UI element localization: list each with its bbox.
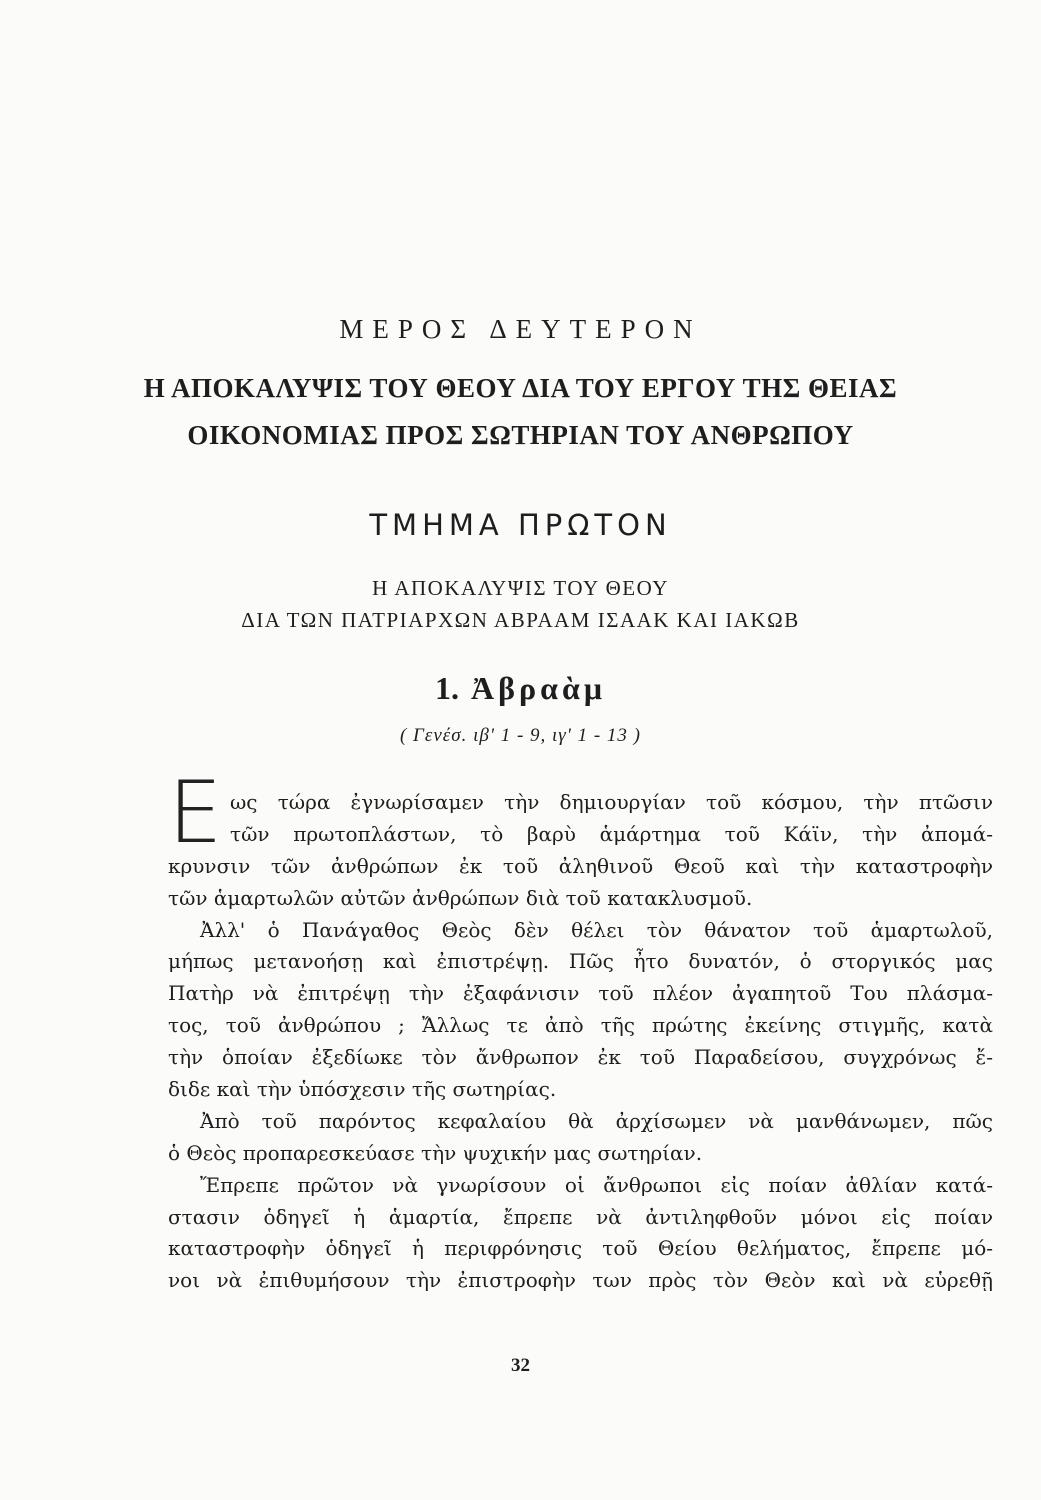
chapter-number: 1. (435, 670, 460, 706)
body-line: μήπως μετανοήσῃ καὶ ἐπιστρέψῃ. Πῶς ἦτο δυνατόν, ὁ στοργικός μας (168, 949, 993, 974)
chapter-name: Ἀβραὰμ (471, 670, 606, 706)
chapter-title (0, 670, 1041, 707)
body-line: ως τώρα ἐγνωρίσαμεν τὴν δημιουργίαν τοῦ κόσμου, τὴν πτῶσιν (230, 790, 993, 814)
section-title: ΤΜΗΜΑ ΠΡΩΤΟΝ (369, 508, 672, 542)
body-text (168, 787, 993, 1297)
body-line: Ἔπρεπε πρῶτον νὰ γνωρίσουν οἱ ἄνθρωποι εἰς ποίαν ἀθλίαν κατά- (200, 1172, 993, 1197)
body-line: ὁ Θεὸς προπαρεσκεύασε τὴν ψυχικήν μας σωτηρίαν. (168, 1140, 703, 1165)
body-line: νοι νὰ ἐπιθυμήσουν τὴν ἐπιστροφὴν των πρὸς τὸν Θεὸν καὶ νὰ εὑρεθῇ (168, 1268, 993, 1293)
body-line: κρυνσιν τῶν ἀνθρώπων ἐκ τοῦ ἀληθινοῦ Θεοῦ καὶ τὴν καταστροφὴν (168, 853, 993, 878)
body-line: τὴν ὁποίαν ἐξεδίωκε τὸν ἄνθρωπον ἐκ τοῦ Παραδείσου, συγχρόνως ἔ- (168, 1045, 993, 1070)
body-line: Ἀλλ' ὁ Πανάγαθος Θεὸς δὲν θέλει τὸν θάνατον τοῦ ἁμαρτωλοῦ, (200, 917, 993, 942)
body-line: τῶν ἁμαρτωλῶν αὐτῶν ἀνθρώπων διὰ τοῦ κατακλυσμοῦ. (168, 885, 753, 910)
drop-cap: Ε (168, 763, 223, 863)
body-line: καταστροφὴν ὁδηγεῖ ἡ περιφρόνησις τοῦ Θείου θελήματος, ἔπρεπε μό- (168, 1236, 993, 1261)
part-title: ΜΕΡΟΣ ΔΕΥΤΕΡΟΝ (339, 314, 702, 344)
subheading-line-1: Η ΑΠΟΚΑΛΥΨΙΣ ΤΟΥ ΘΕΟΥ (372, 576, 669, 600)
subheading-line-2: ΔΙΑ ΤΩΝ ΠΑΤΡΙΑΡΧΩΝ ΑΒΡΑΑΜ ΙΣΑΑΚ ΚΑΙ ΙΑΚΩΒ (241, 608, 800, 632)
page-number: 32 (511, 1355, 530, 1376)
body-line: διδε καὶ τὴν ὑπόσχεσιν τῆς σωτηρίας. (168, 1077, 557, 1102)
body-line: τῶν πρωτοπλάστων, τὸ βαρὺ ἁμάρτημα τοῦ Κάϊν, τὴν ἀπομά- (230, 821, 993, 846)
main-heading-line-1: Η ΑΠΟΚΑΛΥΨΙΣ ΤΟΥ ΘΕΟΥ ΔΙΑ ΤΟΥ ΕΡΓΟΥ ΤΗΣ ΘΕΙΑΣ (143, 373, 898, 403)
main-heading-line-2: ΟΙΚΟΝΟΜΙΑΣ ΠΡΟΣ ΣΩΤΗΡΙΑΝ ΤΟΥ ΑΝΘΡΩΠΟΥ (187, 420, 854, 450)
scripture-reference: ( Γενέσ. ιβ' 1 - 9, ιγ' 1 - 13 ) (399, 725, 642, 746)
body-line: τος, τοῦ ἀνθρώπου ; Ἄλλως τε ἀπὸ τῆς πρώτης ἐκείνης στιγμῆς, κατὰ (168, 1013, 993, 1038)
body-line: στασιν ὁδηγεῖ ἡ ἁμαρτία, ἔπρεπε νὰ ἀντιληφθοῦν μόνοι εἰς ποίαν (168, 1204, 993, 1229)
body-line: Πατὴρ νὰ ἐπιτρέψῃ τὴν ἐξαφάνισιν τοῦ πλέον ἀγαπητοῦ Του πλάσμα- (168, 981, 993, 1006)
body-line: Ἀπὸ τοῦ παρόντος κεφαλαίου θὰ ἀρχίσωμεν νὰ μανθάνωμεν, πῶς (200, 1108, 993, 1133)
